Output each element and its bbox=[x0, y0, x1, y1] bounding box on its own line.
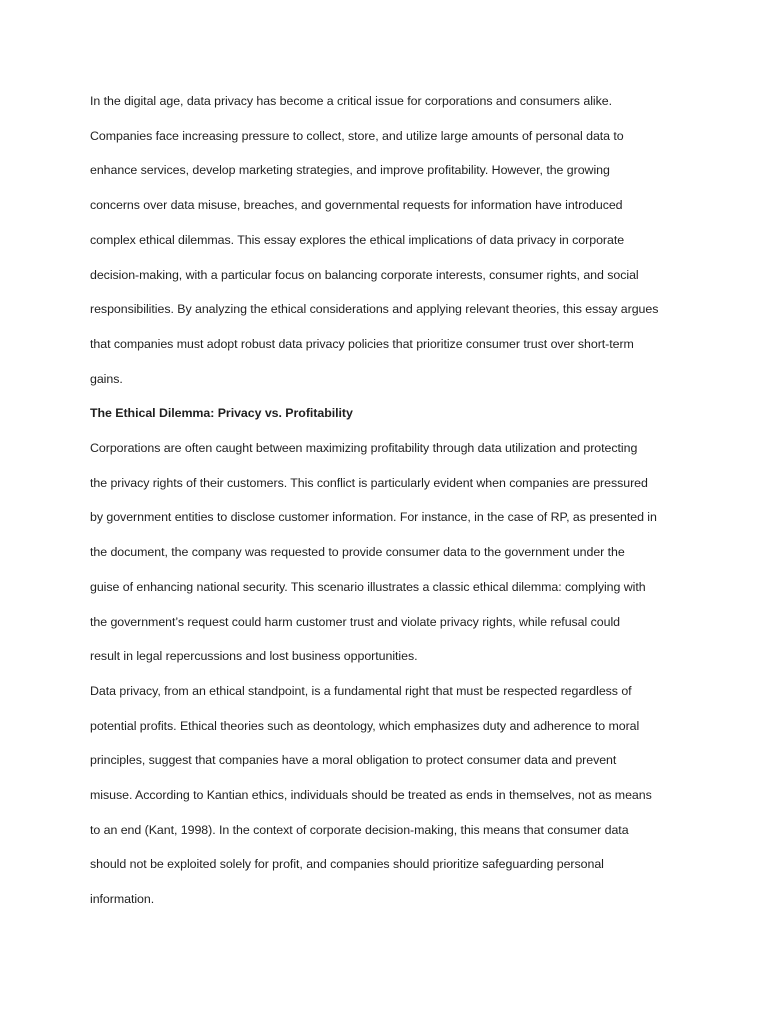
text-line: principles, suggest that companies have a moral obligation to protect consumer data and prevent bbox=[90, 753, 617, 768]
text-line: enhance services, develop marketing strategies, and improve profitability. However, the growing bbox=[90, 163, 610, 178]
text-line: Data privacy, from an ethical standpoint, is a fundamental right that must be respected regardless of bbox=[90, 683, 632, 698]
text-line: information. bbox=[90, 892, 155, 907]
text-line: that companies must adopt robust data privacy policies that prioritize consumer trust over short-term bbox=[90, 336, 634, 351]
text-line: guise of enhancing national security. This scenario illustrates a classic ethical dilemma: complying with bbox=[90, 579, 646, 594]
intro-paragraph bbox=[90, 84, 690, 396]
text-line: result in legal repercussions and lost business opportunities. bbox=[90, 649, 418, 664]
text-line: decision-making, with a particular focus on balancing corporate interests, consumer rights, and social bbox=[90, 267, 639, 282]
text-line: responsibilities. By analyzing the ethical considerations and applying relevant theories, this essay argues bbox=[90, 302, 659, 317]
text-line: gains. bbox=[90, 371, 123, 386]
text-line: the document, the company was requested to provide consumer data to the government under the bbox=[90, 545, 625, 560]
text-line: to an end (Kant, 1998). In the context of corporate decision-making, this means that consumer data bbox=[90, 822, 629, 837]
text-line: potential profits. Ethical theories such as deontology, which emphasizes duty and adherence to moral bbox=[90, 718, 640, 733]
text-line: by government entities to disclose customer information. For instance, in the case of RP, as presented in bbox=[90, 510, 657, 525]
text-line: misuse. According to Kantian ethics, individuals should be treated as ends in themselves, not as means bbox=[90, 788, 652, 803]
text-line: the privacy rights of their customers. This conflict is particularly evident when companies are pressured bbox=[90, 475, 648, 490]
body-paragraph-ethics bbox=[90, 674, 690, 917]
text-line: concerns over data misuse, breaches, and governmental requests for information have introduced bbox=[90, 198, 623, 213]
text-line: In the digital age, data privacy has become a critical issue for corporations and consumers alike. bbox=[90, 94, 612, 108]
text-line: Corporations are often caught between maximizing profitability through data utilization and protecting bbox=[90, 441, 638, 456]
body-paragraph-dilemma bbox=[90, 431, 690, 674]
text-line: complex ethical dilemmas. This essay explores the ethical implications of data privacy in corporate bbox=[90, 232, 625, 247]
document-page bbox=[90, 84, 690, 917]
heading-text: The Ethical Dilemma: Privacy vs. Profitability bbox=[90, 406, 353, 421]
text-line: should not be exploited solely for profit, and companies should prioritize safeguarding personal bbox=[90, 857, 604, 872]
text-line: Companies face increasing pressure to collect, store, and utilize large amounts of personal data to bbox=[90, 128, 624, 143]
text-line: the government’s request could harm customer trust and violate privacy rights, while refusal could bbox=[90, 614, 620, 629]
section-heading bbox=[90, 396, 690, 431]
